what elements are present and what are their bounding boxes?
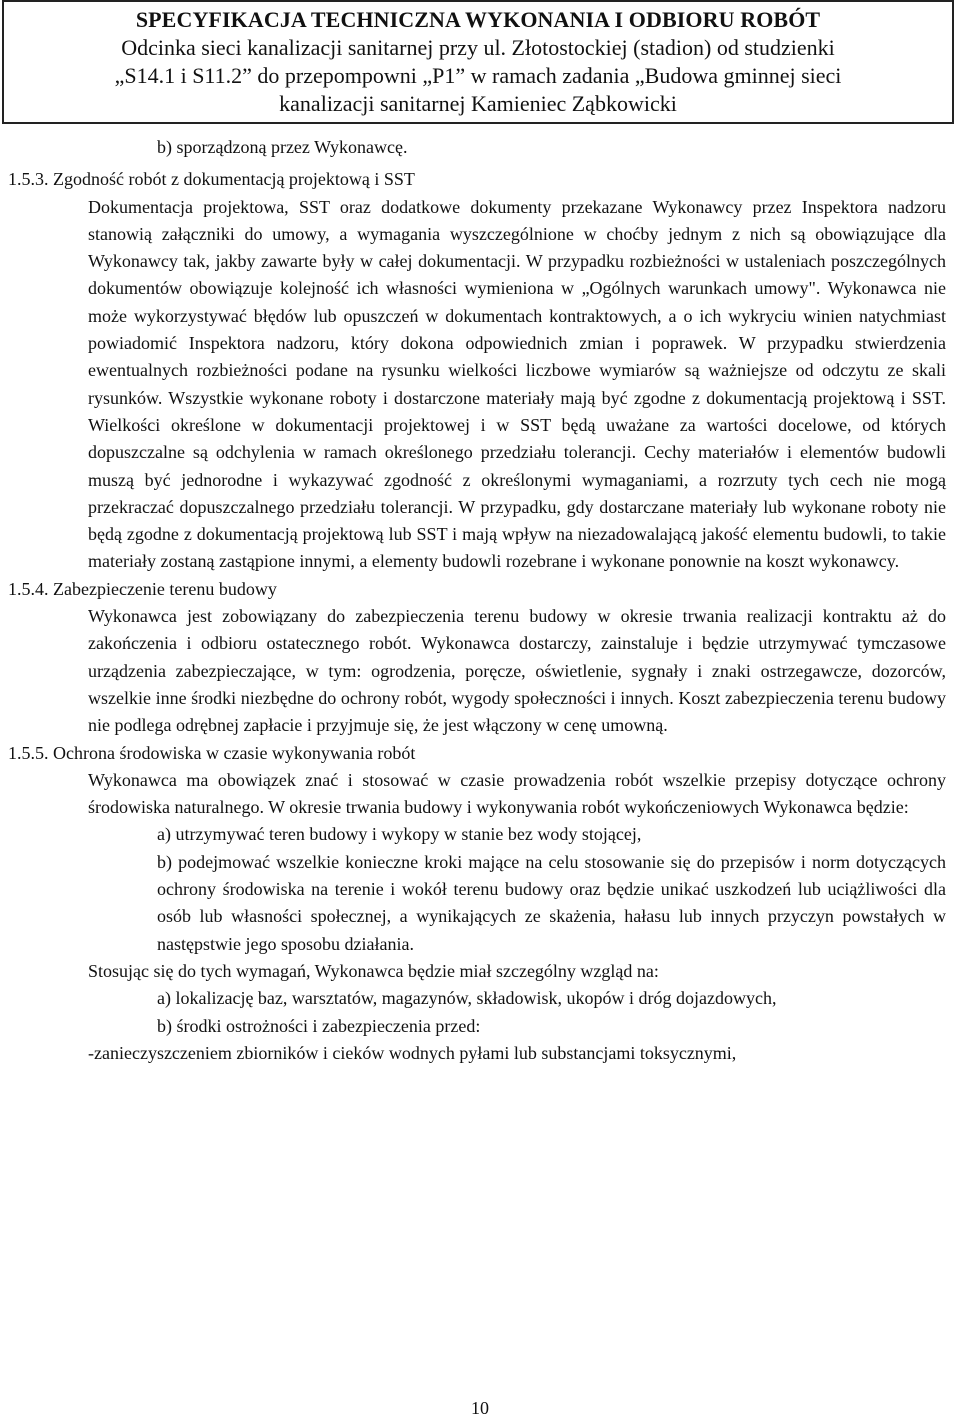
header-line-2: Odcinka sieci kanalizacji sanitarnej przy ul. Złotostockiej (stadion) od studzienki xyxy=(121,35,835,60)
header-line-4: kanalizacji sanitarnej Kamieniec Ząbkowicki xyxy=(279,91,677,116)
dash-item-zanieczyszczenie: -zanieczyszczeniem zbiorników i cieków wodnych pyłami lub substancjami toksycznymi, xyxy=(88,1042,737,1063)
list-item-b-srodki: b) środki ostrożności i zabezpieczenia przed: xyxy=(157,1015,481,1036)
section-heading-1-5-4: 1.5.4. Zabezpieczenie terenu budowy xyxy=(8,578,277,599)
header-title: SPECYFIKACJA TECHNICZNA WYKONANIA I ODBIORU ROBÓT xyxy=(135,7,821,32)
section-heading-1-5-5: 1.5.5. Ochrona środowiska w czasie wykonywania robót xyxy=(8,742,416,763)
header-line-3: „S14.1 i S11.2” do przepompowni „P1” w ramach zadania „Budowa gminnej sieci xyxy=(114,63,842,88)
section-heading-1-5-3: 1.5.3. Zgodność robót z dokumentacją projektową i SST xyxy=(8,169,415,190)
page-number: 10 xyxy=(471,1398,489,1418)
list-item-a-lokalizacja: a) lokalizację baz, warsztatów, magazynów, składowisk, ukopów i dróg dojazdowych, xyxy=(157,988,777,1009)
section-paragraph-1-5-5: Wykonawca ma obowiązek znać i stosować w czasie prowadzenia robót wszelkie przepisy dotyczące ochrony środowiska naturalnego. W okresie trwania budowy i wykonywania robót wykończeniowych Wykonawca będzie: xyxy=(88,769,946,818)
list-item-b-wykonawca: b) sporządzoną przez Wykonawcę. xyxy=(157,137,408,157)
document-header xyxy=(2,0,954,124)
section-paragraph-1-5-3: Dokumentacja projektowa, SST oraz dodatkowe dokumenty przekazane Wykonawcy przez Inspektora nadzoru stanowią załączniki do umowy, a wymagania wyszczególnione w choćby jednym z nich są obowiązujące dla Wykonawcy tak, jakby zawarte były w całej dokumentacji. W przypadku rozbieżności w ustaleniach poszczególnych dokumentów obowiązuje kolejność ich własności wymieniona w „Ogólnych warunkach umowy". Wykonawca nie może wykorzystywać błędów lub opuszczeń w dokumentach kontraktowych, a o ich wykryciu winien natychmiast powiadomić Inspektora nadzoru, który dokona odpowiednich zmian i poprawek. W przypadku stwierdzenia ewentualnych rozbieżności podane na rysunku wielkości liczbowe wymiarów są ważniejsze od odczytu ze skali rysunków. Wszystkie wykonane roboty i dostarczone materiały mają być zgodne z dokumentacją projektową i SST. Wielkości określone w dokumentacji projektowej i w SST będą uważane za wartości docelowe, od których dopuszczalne są odchylenia w ramach określonego przedziału tolerancji. Cechy materiałów i elementów budowli muszą być jednorodne i wykazywać zgodność z określonymi wymaganiami, a rozrzuty tych cech nie mogą przekraczać dopuszczalnego przedziału tolerancji. W przypadku, gdy dostarczane materiały lub wykonane roboty nie będą zgodne z dokumentacją projektową lub SST i mają wpływ na niezadowalającą jakość elementu budowli, to takie materiały zostaną zastąpione innymi, a elementy budowli rozebrane i wykonane ponownie na koszt wykonawcy. xyxy=(88,196,946,572)
stosujac-paragraph: Stosując się do tych wymagań, Wykonawca będzie miał szczególny wzgląd na: xyxy=(88,960,659,981)
document-body xyxy=(0,128,960,1067)
section-paragraph-1-5-4: Wykonawca jest zobowiązany do zabezpieczenia terenu budowy w okresie trwania realizacji kontraktu aż do zakończenia i odbioru ostatecznego robót. Wykonawca dostarczy, zainstaluje i będzie utrzymywać tymczasowe urządzenia zabezpieczające, w tym: ogrodzenia, poręcze, oświetlenie, sygnały i znaki ostrzegawcze, dozorców, wszelkie inne środki niezbędne do ochrony robót, wygody społeczności i innych. Koszt zabezpieczenia terenu budowy nie podlega odrębnej zapłacie i przyjmuje się, że jest włączony w cenę umowną. xyxy=(88,606,946,736)
list-item-a-teren: a) utrzymywać teren budowy i wykopy w stanie bez wody stojącej, xyxy=(157,824,642,845)
list-item-b-kroki: b) podejmować wszelkie konieczne kroki mające na celu stosowanie się do przepisów i norm dotyczących ochrony środowiska na terenie i wokół terenu budowy oraz będzie unikać uszkodzeń lub uciążliwości dla osób lub własności społecznej, a wynikających ze skażenia, hałasu lub innych przyczyn powstałych w następstwie jego sposobu działania. xyxy=(157,851,946,954)
